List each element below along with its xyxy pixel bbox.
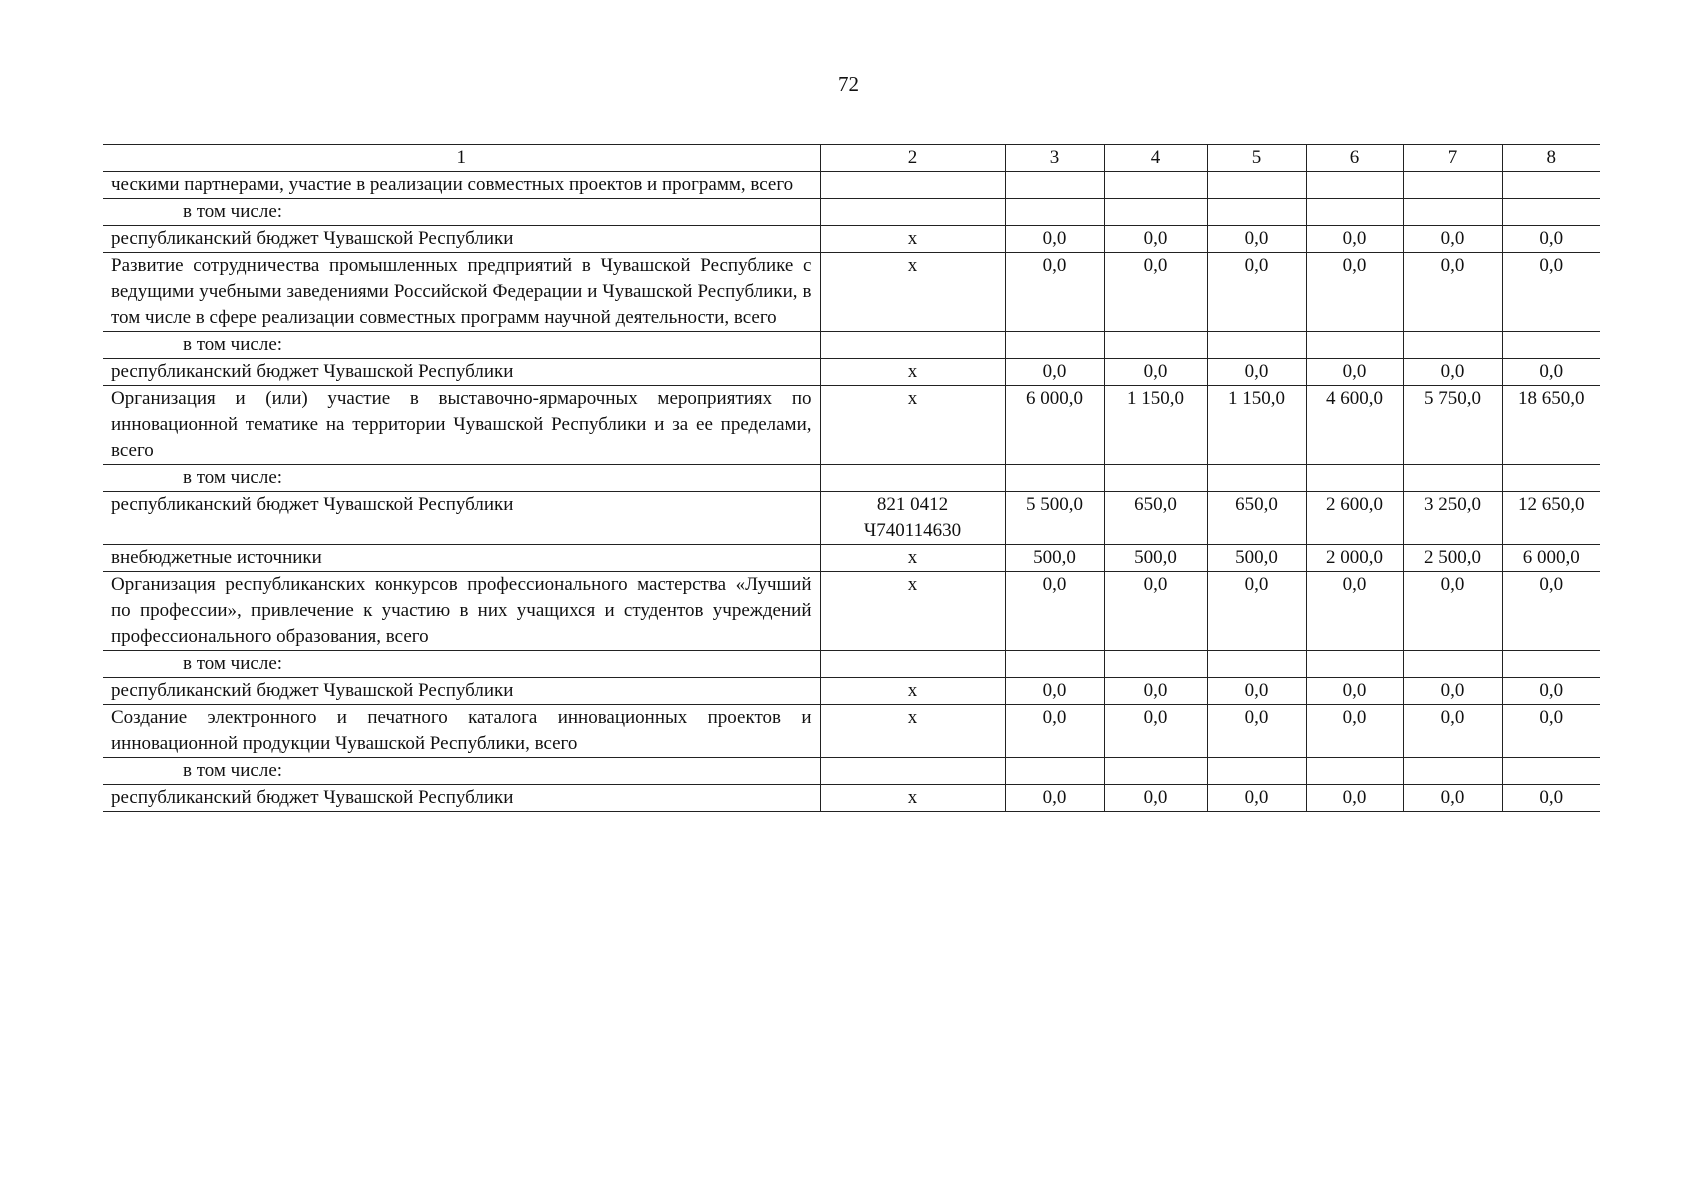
value-cell: 0,0: [1502, 253, 1600, 332]
row-subheading: в том числе:: [103, 199, 820, 226]
value-cell: 650,0: [1104, 492, 1207, 545]
value-cell: [1104, 758, 1207, 785]
budget-code-cell: [820, 758, 1005, 785]
value-cell: [1502, 332, 1600, 359]
table-row: [103, 651, 1600, 678]
value-cell: 0,0: [1207, 785, 1306, 812]
value-cell: 0,0: [1104, 678, 1207, 705]
column-header: 5: [1207, 145, 1306, 172]
value-cell: 0,0: [1104, 705, 1207, 758]
value-cell: [1502, 199, 1600, 226]
budget-code-cell: [820, 465, 1005, 492]
column-header: 3: [1005, 145, 1104, 172]
value-cell: [1207, 651, 1306, 678]
table-row: [103, 758, 1600, 785]
value-cell: 6 000,0: [1502, 545, 1600, 572]
column-header: 7: [1403, 145, 1502, 172]
value-cell: 0,0: [1207, 253, 1306, 332]
value-cell: [1104, 199, 1207, 226]
value-cell: 1 150,0: [1104, 386, 1207, 465]
value-cell: 0,0: [1005, 226, 1104, 253]
row-description: Создание электронного и печатного каталога инновационных проектов и инновационной продукции Чувашской Республики, всего: [103, 705, 820, 758]
value-cell: 0,0: [1005, 572, 1104, 651]
value-cell: [1207, 465, 1306, 492]
value-cell: [1306, 465, 1403, 492]
value-cell: 0,0: [1005, 705, 1104, 758]
table-row: [103, 172, 1600, 199]
value-cell: 0,0: [1403, 705, 1502, 758]
value-cell: 0,0: [1403, 226, 1502, 253]
value-cell: 0,0: [1502, 705, 1600, 758]
value-cell: 0,0: [1306, 359, 1403, 386]
value-cell: [1306, 651, 1403, 678]
budget-code-cell: [820, 651, 1005, 678]
budget-code-cell: х: [820, 678, 1005, 705]
value-cell: 3 250,0: [1403, 492, 1502, 545]
table-row: [103, 199, 1600, 226]
value-cell: [1207, 758, 1306, 785]
value-cell: 0,0: [1306, 253, 1403, 332]
value-cell: 5 750,0: [1403, 386, 1502, 465]
value-cell: 0,0: [1403, 253, 1502, 332]
row-description: Организация республиканских конкурсов профессионального мастерства «Лучший по профессии», привлечение к участию в них учащихся и студентов учреждений профессионального образования, всего: [103, 572, 820, 651]
value-cell: 0,0: [1104, 572, 1207, 651]
row-description: Организация и (или) участие в выставочно-ярмарочных мероприятиях по инновационной тематике на территории Чувашской Республики и за ее пределами, всего: [103, 386, 820, 465]
value-cell: [1005, 465, 1104, 492]
value-cell: [1306, 758, 1403, 785]
value-cell: 0,0: [1005, 253, 1104, 332]
value-cell: [1306, 332, 1403, 359]
value-cell: 500,0: [1104, 545, 1207, 572]
column-header: 2: [820, 145, 1005, 172]
value-cell: 0,0: [1005, 678, 1104, 705]
value-cell: [1403, 758, 1502, 785]
table-row: [103, 359, 1600, 386]
value-cell: 0,0: [1502, 226, 1600, 253]
column-header: 6: [1306, 145, 1403, 172]
column-header: 8: [1502, 145, 1600, 172]
budget-code-cell: х: [820, 705, 1005, 758]
value-cell: 0,0: [1502, 359, 1600, 386]
value-cell: 0,0: [1306, 705, 1403, 758]
value-cell: 0,0: [1104, 226, 1207, 253]
row-description: ческими партнерами, участие в реализации совместных проектов и программ, всего: [103, 172, 820, 199]
value-cell: 0,0: [1502, 572, 1600, 651]
value-cell: 0,0: [1207, 359, 1306, 386]
value-cell: [1005, 199, 1104, 226]
table-row: [103, 678, 1600, 705]
value-cell: [1207, 199, 1306, 226]
value-cell: 2 600,0: [1306, 492, 1403, 545]
value-cell: [1104, 651, 1207, 678]
value-cell: [1005, 172, 1104, 199]
row-description: республиканский бюджет Чувашской Республики: [103, 359, 820, 386]
value-cell: [1306, 199, 1403, 226]
budget-code-cell: х: [820, 226, 1005, 253]
value-cell: 0,0: [1306, 678, 1403, 705]
budget-code-cell: х: [820, 545, 1005, 572]
value-cell: 0,0: [1104, 359, 1207, 386]
value-cell: 650,0: [1207, 492, 1306, 545]
table-row: [103, 785, 1600, 812]
value-cell: [1104, 465, 1207, 492]
row-description: республиканский бюджет Чувашской Республики: [103, 678, 820, 705]
value-cell: 4 600,0: [1306, 386, 1403, 465]
value-cell: 0,0: [1104, 253, 1207, 332]
value-cell: 0,0: [1502, 785, 1600, 812]
value-cell: 0,0: [1207, 678, 1306, 705]
budget-code-cell: х: [820, 359, 1005, 386]
value-cell: 0,0: [1306, 785, 1403, 812]
value-cell: 0,0: [1104, 785, 1207, 812]
table-row: [103, 492, 1600, 545]
value-cell: 0,0: [1207, 226, 1306, 253]
value-cell: [1403, 465, 1502, 492]
value-cell: 0,0: [1403, 359, 1502, 386]
value-cell: [1207, 172, 1306, 199]
table-row: [103, 226, 1600, 253]
row-description: республиканский бюджет Чувашской Республики: [103, 492, 820, 545]
row-subheading: в том числе:: [103, 465, 820, 492]
value-cell: 5 500,0: [1005, 492, 1104, 545]
budget-code-cell: [820, 172, 1005, 199]
row-subheading: в том числе:: [103, 651, 820, 678]
column-header: 4: [1104, 145, 1207, 172]
table-row: [103, 545, 1600, 572]
value-cell: [1005, 332, 1104, 359]
value-cell: 0,0: [1403, 572, 1502, 651]
value-cell: [1207, 332, 1306, 359]
value-cell: [1005, 651, 1104, 678]
budget-code-cell: х: [820, 785, 1005, 812]
table-row: [103, 253, 1600, 332]
value-cell: [1403, 172, 1502, 199]
value-cell: 18 650,0: [1502, 386, 1600, 465]
value-cell: 2 500,0: [1403, 545, 1502, 572]
value-cell: [1104, 332, 1207, 359]
budget-code-cell: [820, 199, 1005, 226]
table-row: [103, 465, 1600, 492]
value-cell: 0,0: [1403, 785, 1502, 812]
value-cell: [1306, 172, 1403, 199]
budget-code-cell: х: [820, 386, 1005, 465]
value-cell: [1403, 332, 1502, 359]
value-cell: 0,0: [1207, 572, 1306, 651]
row-description: внебюджетные источники: [103, 545, 820, 572]
row-description: республиканский бюджет Чувашской Республики: [103, 785, 820, 812]
row-description: Развитие сотрудничества промышленных предприятий в Чувашской Республике с ведущими учебными заведениями Российской Федерации и Чувашской Республики, в том числе в сфере реализации совместных программ научной деятельности, всего: [103, 253, 820, 332]
value-cell: 0,0: [1502, 678, 1600, 705]
value-cell: 0,0: [1403, 678, 1502, 705]
value-cell: [1005, 758, 1104, 785]
table-header-row: [103, 145, 1600, 172]
value-cell: [1502, 651, 1600, 678]
table-row: [103, 386, 1600, 465]
value-cell: 0,0: [1306, 572, 1403, 651]
row-subheading: в том числе:: [103, 332, 820, 359]
value-cell: [1502, 465, 1600, 492]
row-subheading: в том числе:: [103, 758, 820, 785]
page-number: 72: [838, 72, 859, 96]
value-cell: [1403, 651, 1502, 678]
value-cell: 2 000,0: [1306, 545, 1403, 572]
value-cell: 0,0: [1005, 785, 1104, 812]
value-cell: 1 150,0: [1207, 386, 1306, 465]
value-cell: [1502, 758, 1600, 785]
budget-code-cell: 821 0412 Ч740114630: [820, 492, 1005, 545]
table-row: [103, 572, 1600, 651]
value-cell: 0,0: [1005, 359, 1104, 386]
value-cell: 12 650,0: [1502, 492, 1600, 545]
value-cell: 0,0: [1306, 226, 1403, 253]
budget-table: [103, 144, 1600, 812]
value-cell: 0,0: [1207, 705, 1306, 758]
value-cell: [1502, 172, 1600, 199]
budget-code-cell: [820, 332, 1005, 359]
value-cell: 500,0: [1207, 545, 1306, 572]
value-cell: [1104, 172, 1207, 199]
table-row: [103, 705, 1600, 758]
value-cell: 6 000,0: [1005, 386, 1104, 465]
row-description: республиканский бюджет Чувашской Республики: [103, 226, 820, 253]
budget-code-cell: х: [820, 253, 1005, 332]
value-cell: 500,0: [1005, 545, 1104, 572]
column-header: 1: [103, 145, 820, 172]
budget-code-cell: х: [820, 572, 1005, 651]
value-cell: [1403, 199, 1502, 226]
table-row: [103, 332, 1600, 359]
